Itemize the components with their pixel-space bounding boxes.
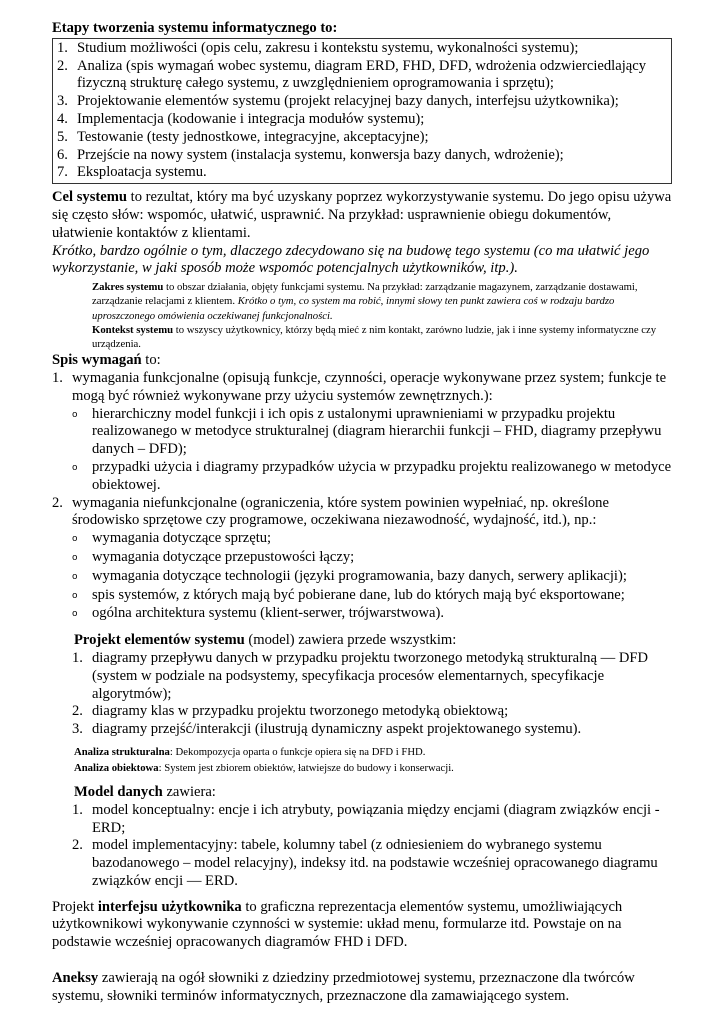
list-item: 3. diagramy przejść/interakcji (ilustrują dynamiczny aspekt projektowanego systemu).	[72, 721, 582, 738]
list-item: o spis systemów, z których mają być pobierane dane, lub do których mają być eksportowane;	[72, 586, 625, 603]
ui-paragraph: Projekt interfejsu użytkownika to graficzna reprezentacja elementów systemu, umożliwiających użytkownikowi wykonywanie czynności w systemie: układ menu, formularze itd. Powstaje on na podstawie wcześniej opracowanych diagramów FHD i DFD.	[52, 898, 623, 951]
stage-item: 2. Analiza (spis wymagań wobec systemu, diagram ERD, FHD, DFD, wdrożenia odzwierciedlający fizyczną strukturę całego systemu, z uwzględnieniem oprogramowania i sprzętu);	[57, 57, 646, 92]
goal-paragraph: Cel systemu to rezultat, który ma być uzyskany poprzez wykorzystywanie systemu. Do jego opisu używa się często słów: wspomóc, ułatwić, usprawnić. Na przykład: usprawnienie obiegu dokumentów, ułatwienie kontaktów z klientami.	[52, 189, 672, 241]
stage-item: 4. Implementacja (kodowanie i integracja modułów systemu);	[57, 110, 425, 127]
document-page	[52, 20, 672, 1006]
datamodel-paragraph: Model danych zawiera:	[74, 783, 216, 800]
list-item: o wymagania dotyczące przepustowości łączy;	[72, 548, 355, 565]
stage-item: 5. Testowanie (testy jednostkowe, integracyjne, akceptacyjne);	[57, 128, 429, 145]
design-paragraph: Projekt elementów systemu (model) zawiera przede wszystkim:	[74, 632, 457, 649]
list-item: o ogólna architektura systemu (klient-serwer, trójwarstwowa).	[72, 605, 444, 622]
list-item: 1. diagramy przepływu danych w przypadku projektu tworzonego metodyką strukturalną — DFD (system w podziale na podsystemy, specyfikacja procesów elementarnych, specyfikacje algorytmów);	[72, 649, 649, 702]
functional-sublist	[72, 406, 672, 495]
functional-requirements: 1. wymagania funkcjonalne (opisują funkcje, czynności, operacje wykonywane przez system; funkcje te mogą być również wykonywane przy użyciu systemów zewnętrznych.):	[52, 369, 667, 404]
design-list	[72, 650, 672, 739]
list-item: o przypadki użycia i diagramy przypadków użycia w przypadku projektu realizowanego w metodyce obiektowej.	[72, 458, 672, 493]
stages-title: Etapy tworzenia systemu informatycznego to:	[52, 20, 338, 36]
list-item: 1. model konceptualny: encje i ich atrybuty, powiązania między encjami (diagram związków encji - ERD;	[72, 801, 660, 836]
stage-item: 6. Przejście na nowy system (instalacja systemu, konwersja bazy danych, wdrożenie);	[57, 146, 564, 163]
datamodel-list	[72, 802, 672, 891]
stages-list-box	[52, 38, 672, 184]
stage-item: 1. Studium możliwości (opis celu, zakresu i kontekstu systemu, wykonalności systemu);	[57, 39, 579, 56]
nonfunctional-requirements: 2. wymagania niefunkcjonalne (ograniczenia, które system powinien wypełniać, np. określone środowisko sprzętowe czy programowe, oczekiwana niezawodność, wydajność, itd.), np.:	[52, 494, 609, 529]
list-item: 2. diagramy klas w przypadku projektu tworzonego metodyką obiektową;	[72, 703, 509, 720]
context-paragraph: Kontekst systemu to wszyscy użytkownicy, którzy będą mieć z nim kontakt, zarówno ludzie, jak i inne systemy informatyczne czy urządzenia.	[92, 323, 657, 350]
list-item: o wymagania dotyczące sprzętu;	[72, 530, 272, 547]
list-item: o hierarchiczny model funkcji i ich opis z ustalonymi uprawnieniami w przypadku projektu realizowanego w metodyce strukturalnej (diagram hierarchii funkcji – FHD, diagramy przepływu danych – DFD);	[72, 405, 662, 458]
analysis-block	[74, 744, 672, 776]
stage-item: 3. Projektowanie elementów systemu (projekt relacyjnej bazy danych, interfejsu użytkownika);	[57, 93, 619, 110]
goal-italic: Krótko, bardzo ogólnie o tym, dlaczego zdecydowano się na budowę tego systemu (co ma ułatwić jego wykorzystanie, w jaki sposób może wspomóc potencjalnych użytkowników, itp.).	[52, 242, 650, 277]
requirements-title: Spis wymagań to:	[52, 352, 161, 369]
scope-paragraph: Zakres systemu to obszar działania, objęty funkcjami systemu. Na przykład: zarządzanie magazynem, zarządzanie dostawami, zarządzanie relacjami z klientem. Krótko o tym, co system ma robić, innymi słowy ten punkt zawiera coś w rodzaju bardzo uproszczonego omówienia oczekiwanej funkcjonalności.	[92, 281, 638, 322]
structural-analysis: Analiza strukturalna: Dekompozycja oparta o funkcje opiera się na DFD i FHD.	[74, 745, 426, 758]
list-item: o wymagania dotyczące technologii (języki programowania, bazy danych, serwery aplikacji);	[72, 567, 627, 584]
annex-paragraph: Aneksy zawierają na ogół słowniki z dziedziny przedmiotowej systemu, przeznaczone dla twórców systemu, słowniki terminów informatycznych, przeznaczone dla zamawiającego system.	[52, 970, 635, 1004]
stage-item: 7. Eksploatacja systemu.	[57, 164, 207, 181]
object-analysis: Analiza obiektowa: System jest zbiorem obiektów, łatwiejsze do budowy i konserwacji.	[74, 761, 454, 774]
list-item: 2. model implementacyjny: tabele, kolumny tabel (z odniesieniem do wybranego systemu bazodanowego – model relacyjny), indeksy itd. na podstawie wcześniej opracowanego diagramu związków encji — ERD.	[72, 837, 658, 889]
scope-context-block	[92, 280, 672, 351]
nonfunctional-sublist	[72, 530, 672, 624]
